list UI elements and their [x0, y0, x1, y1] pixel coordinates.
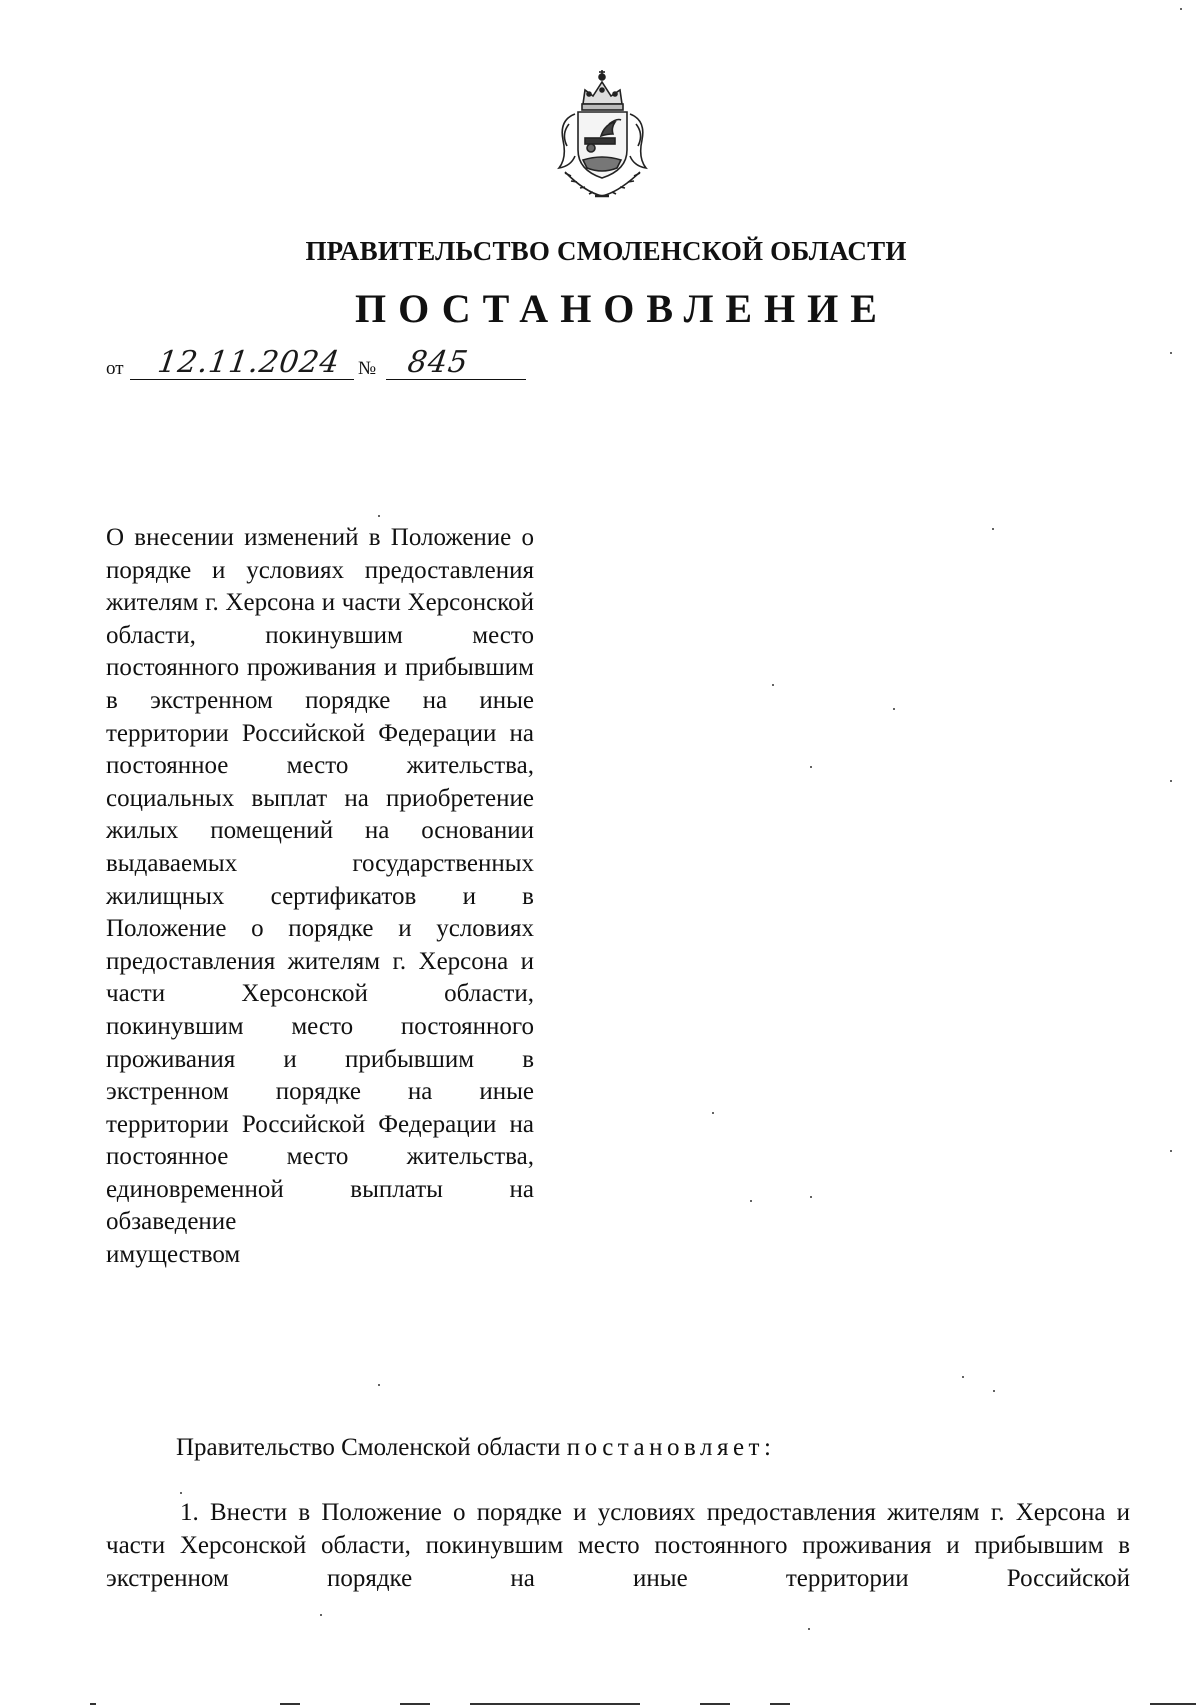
paragraph-1: [106, 1496, 1130, 1595]
subject-line: Положение о порядке и условиях: [106, 915, 534, 943]
subject-line: прибывшим в экстренном порядке: [106, 654, 534, 714]
subject-line-last: имуществом: [106, 1241, 241, 1269]
preamble-start: Правительство Смоленской области: [176, 1434, 561, 1461]
preamble: [176, 1434, 775, 1462]
subject-line: на иные территории Российской: [106, 686, 534, 747]
paragraph-line: 1. Внести в Положение о порядке и условиях предоставления жителям: [180, 1499, 980, 1526]
subject-line: Федерации на постоянное место: [106, 1110, 534, 1171]
subject-line: предоставления жителям: [106, 947, 381, 975]
subject-line: выплаты на обзаведение: [106, 1175, 534, 1236]
subject-line: области, покинувшим место: [106, 621, 534, 649]
issuing-authority: ПРАВИТЕЛЬСТВО СМОЛЕНСКОЙ ОБЛАСТИ: [305, 236, 907, 266]
document-subject: [106, 522, 534, 1272]
number-label: №: [358, 358, 377, 379]
document-type: ПОСТАНОВЛЕНИЕ: [355, 286, 889, 331]
date-label: от: [106, 358, 124, 379]
subject-line: постоянного проживания и: [106, 654, 398, 682]
paragraph-line: г. Херсона и части Херсонской области, покинувшим место постоянного: [106, 1499, 1131, 1559]
subject-line: жительства, единовременной: [106, 1143, 535, 1203]
paragraph-line: проживания и прибывшим в экстренном порядке на иные территории Российской: [106, 1532, 1130, 1592]
subject-line: прибывшим в экстренном порядке: [106, 1045, 534, 1106]
subject-line: области, покинувшим место: [106, 980, 534, 1040]
subject-line: жилищных сертификатов и в: [106, 882, 534, 910]
subject-line: помещений на основании: [210, 817, 534, 845]
smolensk-coat-of-arms-icon: [545, 68, 660, 200]
scan-bottom-edge: [0, 1700, 1200, 1707]
preamble-decree-word: постановляет:: [566, 1434, 776, 1461]
subject-line: г. Херсона и части Херсонской: [106, 947, 534, 1008]
handwritten-number: 845: [405, 345, 471, 380]
subject-line: на приобретение жилых: [106, 784, 534, 845]
subject-line: выдаваемых государственных: [106, 849, 534, 877]
subject-line: жительства, социальных выплат: [106, 752, 535, 812]
subject-line: на иные территории Российской: [106, 1078, 534, 1138]
subject-line: Федерации на постоянное место: [106, 719, 534, 780]
subject-line: Положение о порядке и условиях: [106, 524, 535, 584]
date-number-line: [106, 345, 526, 386]
handwritten-date: 12.11.2024: [155, 345, 343, 380]
subject-line: г. Херсона и части Херсонской: [205, 589, 534, 617]
subject-line: предоставления жителям: [106, 556, 534, 617]
subject-line: постоянного проживания и: [106, 1012, 534, 1073]
subject-line: О внесении изменений в: [106, 524, 381, 551]
